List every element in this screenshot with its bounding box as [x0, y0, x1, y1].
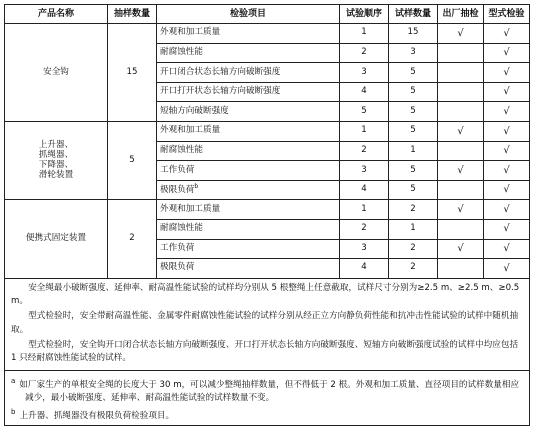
item-order: 2	[340, 219, 389, 239]
factory-check: √	[438, 121, 484, 141]
product-quantity: 5	[108, 121, 157, 199]
footnote-text: 上升器、抓绳器没有极限负荷检验项目。	[19, 410, 175, 421]
item-name: 极限负荷	[160, 185, 195, 196]
product-name: 便携式固定装置	[5, 200, 108, 278]
note-paragraph: 安全绳最小破断强度、延伸率、耐高温性能试验的试样均分别从 5 根整绳上任意截取，试样尺寸分别为≥2.5 m、≥2.5 m、≥0.5 m。	[11, 282, 520, 307]
factory-check: √	[438, 200, 484, 220]
item-name: 耐腐蚀性能	[157, 219, 340, 239]
item-order: 5	[340, 102, 389, 122]
factory-check	[438, 219, 484, 239]
sampling-table	[4, 4, 530, 426]
item-order: 3	[340, 161, 389, 181]
type-check: √	[484, 161, 530, 181]
item-order: 3	[340, 63, 389, 83]
table-row	[5, 24, 530, 44]
item-name: 工作负荷	[157, 239, 340, 259]
factory-check	[438, 141, 484, 161]
item-count: 5	[389, 161, 438, 181]
header-sample-count: 试样数量	[389, 5, 438, 24]
item-name: 耐腐蚀性能	[157, 43, 340, 63]
item-count: 5	[389, 63, 438, 83]
factory-check	[438, 180, 484, 200]
footnote-mark: a	[11, 376, 16, 385]
type-check: √	[484, 63, 530, 83]
item-count: 1	[389, 219, 438, 239]
item-count: 5	[389, 82, 438, 102]
item-count: 1	[389, 141, 438, 161]
type-check: √	[484, 141, 530, 161]
footnote-a	[11, 376, 523, 405]
header-factory: 出厂抽检	[438, 5, 484, 24]
header-row	[5, 5, 530, 24]
footnotes-row	[5, 370, 530, 426]
product-name-line: 滑轮装置	[38, 169, 74, 180]
header-quantity: 抽样数量	[108, 5, 157, 24]
product-name-line: 抓绳器、	[38, 149, 74, 160]
item-order: 1	[340, 24, 389, 44]
type-check: √	[484, 180, 530, 200]
product-name-line: 下降器、	[38, 159, 74, 170]
item-order: 3	[340, 239, 389, 259]
footnote-mark: b	[11, 408, 16, 417]
item-order: 4	[340, 259, 389, 279]
notes-cell	[5, 278, 530, 370]
product-name	[5, 121, 108, 199]
item-order: 1	[340, 121, 389, 141]
table-row	[5, 121, 530, 141]
type-check: √	[484, 259, 530, 279]
item-name-cell	[157, 180, 340, 200]
item-count: 2	[389, 259, 438, 279]
factory-check	[438, 82, 484, 102]
item-name: 短轴方向破断强度	[157, 102, 340, 122]
item-count: 5	[389, 180, 438, 200]
type-check: √	[484, 219, 530, 239]
type-check: √	[484, 24, 530, 44]
notes-row	[5, 278, 530, 370]
header-product: 产品名称	[5, 5, 108, 24]
type-check: √	[484, 200, 530, 220]
header-order: 试验顺序	[340, 5, 389, 24]
item-count: 2	[389, 239, 438, 259]
factory-check	[438, 102, 484, 122]
item-name: 外观和加工质量	[157, 121, 340, 141]
item-count: 15	[389, 24, 438, 44]
type-check: √	[484, 102, 530, 122]
footnote-text: 如厂家生产的单根安全绳的长度大于 30 m，可以减少整绳抽样数量，但不得低于 2 根。外观和加工质量、直径项目的试样数量相应减少，最小破断强度、延伸率、耐高温性能试验的试样数量不变。	[19, 379, 520, 403]
item-order: 4	[340, 82, 389, 102]
item-name: 开口打开状态长轴方向破断强度	[157, 82, 340, 102]
factory-check	[438, 259, 484, 279]
header-item: 检验项目	[157, 5, 340, 24]
header-type-test: 型式检验	[484, 5, 530, 24]
type-check: √	[484, 121, 530, 141]
factory-check	[438, 43, 484, 63]
type-check: √	[484, 82, 530, 102]
item-count: 2	[389, 200, 438, 220]
product-name: 安全钩	[5, 24, 108, 122]
footnotes-cell	[5, 370, 530, 426]
footnote-b	[11, 407, 523, 423]
product-name-line: 上升器、	[38, 139, 74, 150]
type-check: √	[484, 43, 530, 63]
item-order: 2	[340, 43, 389, 63]
item-order: 1	[340, 200, 389, 220]
product-quantity: 2	[108, 200, 157, 278]
table-row	[5, 200, 530, 220]
type-check: √	[484, 239, 530, 259]
product-quantity: 15	[108, 24, 157, 122]
factory-check: √	[438, 239, 484, 259]
item-order: 4	[340, 180, 389, 200]
item-count: 3	[389, 43, 438, 63]
item-name: 耐腐蚀性能	[157, 141, 340, 161]
item-name: 工作负荷	[157, 161, 340, 181]
note-paragraph: 型式检验时，安全钩开口闭合状态长轴方向破断强度、开口打开状态长轴方向破断强度、短轴方向破断强度试验的试样中均应包括 1 只经耐腐蚀性能试验的试样。	[11, 339, 519, 364]
factory-check	[438, 63, 484, 83]
item-count: 5	[389, 102, 438, 122]
footnote-ref: b	[194, 183, 199, 191]
item-name: 开口闭合状态长轴方向破断强度	[157, 63, 340, 83]
item-name: 极限负荷	[157, 259, 340, 279]
note-paragraph: 型式检验时，安全带耐高温性能、金属零件耐腐蚀性能试验的试样分别从经正立方向静负荷性能和抗冲击性能试验的试样中随机抽取。	[11, 311, 519, 335]
item-count: 5	[389, 121, 438, 141]
item-name: 外观和加工质量	[157, 200, 340, 220]
item-order: 2	[340, 141, 389, 161]
factory-check: √	[438, 161, 484, 181]
factory-check: √	[438, 24, 484, 44]
item-name: 外观和加工质量	[157, 24, 340, 44]
